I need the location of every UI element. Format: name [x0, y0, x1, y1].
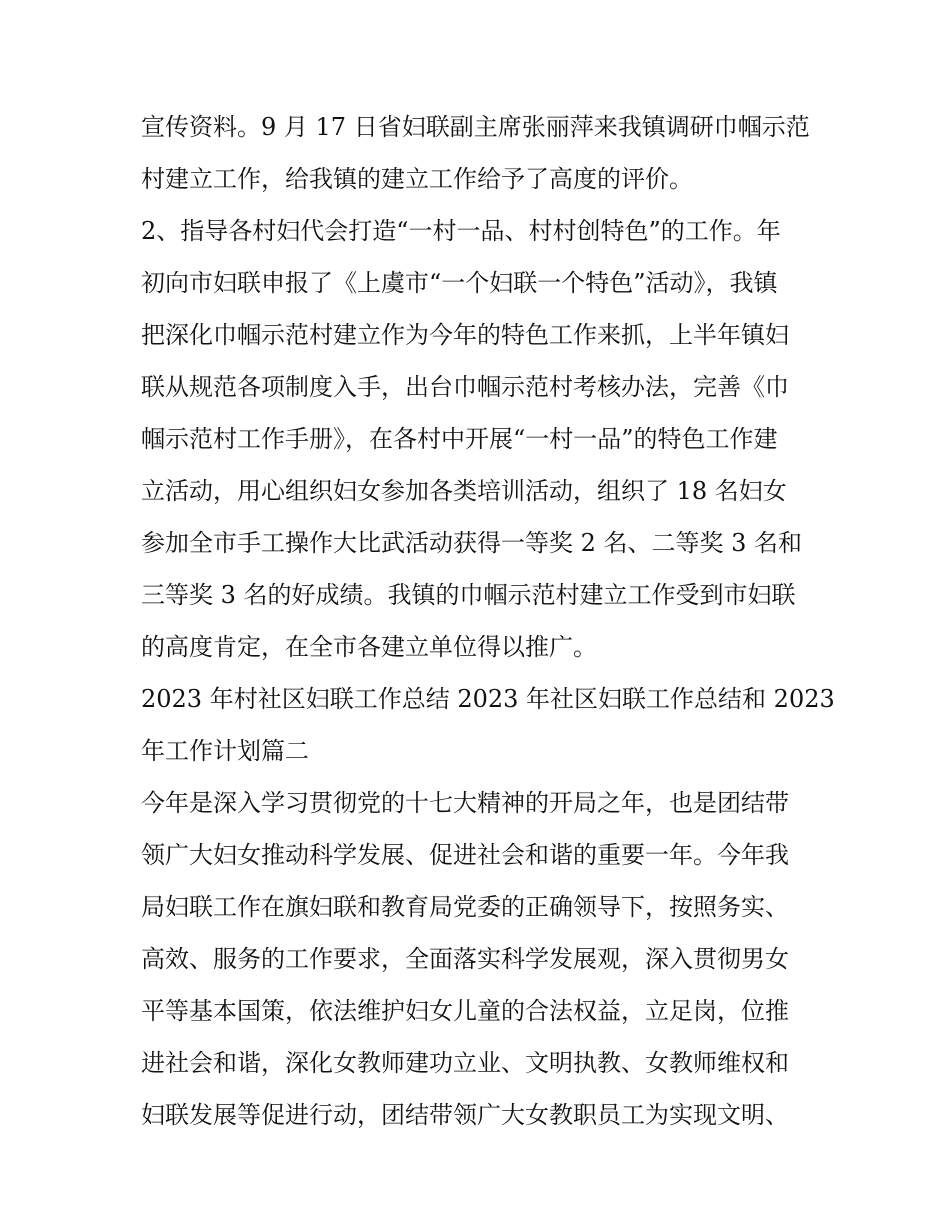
text-line: 参加全市手工操作大比武活动获得一等奖 2 名、二等奖 3 名和: [141, 529, 803, 557]
text-line: 今年是深入学习贯彻党的十七大精神的开局之年，也是团结带: [141, 789, 789, 817]
text-line: 平等基本国策，依法维护妇女儿童的合法权益，立足岗，位推: [141, 997, 789, 1025]
text-line: 2、指导各村妇代会打造“一村一品、村村创特色”的工作。年: [141, 217, 781, 245]
text-line: 村建立工作，给我镇的建立工作给予了高度的评价。: [141, 165, 693, 193]
text-line: 的高度肯定，在全市各建立单位得以推广。: [141, 633, 597, 661]
text-line: 领广大妇女推动科学发展、促进社会和谐的重要一年。今年我: [141, 841, 789, 869]
text-line: 帼示范村工作手册》，在各村中开展“一村一品”的特色工作建: [141, 425, 778, 453]
text-line: 进社会和谐，深化女教师建功立业、文明执教、女教师维权和: [141, 1049, 789, 1077]
text-line: 联从规范各项制度入手，出台巾帼示范村考核办法，完善《巾: [141, 373, 789, 401]
section-heading-line: 2023 年村社区妇联工作总结 2023 年社区妇联工作总结和 2023: [141, 685, 835, 713]
section-heading-line: 年工作计划篇二: [141, 737, 309, 765]
text-line: 高效、服务的工作要求，全面落实科学发展观，深入贯彻男女: [141, 945, 789, 973]
text-line: 宣传资料。9 月 17 日省妇联副主席张丽萍来我镇调研巾帼示范: [141, 113, 810, 141]
text-line: 立活动，用心组织妇女参加各类培训活动，组织了 18 名妇女: [141, 477, 787, 505]
text-line: 三等奖 3 名的好成绩。我镇的巾帼示范村建立工作受到市妇联: [141, 581, 796, 609]
text-line: 把深化巾帼示范村建立作为今年的特色工作来抓，上半年镇妇: [141, 321, 789, 349]
text-line: 妇联发展等促进行动，团结带领广大女教职员工为实现文明、: [141, 1101, 789, 1129]
text-line: 局妇联工作在旗妇联和教育局党委的正确领导下，按照务实、: [141, 893, 789, 921]
text-line: 初向市妇联申报了《上虞市“一个妇联一个特色”活动》，我镇: [141, 269, 778, 297]
